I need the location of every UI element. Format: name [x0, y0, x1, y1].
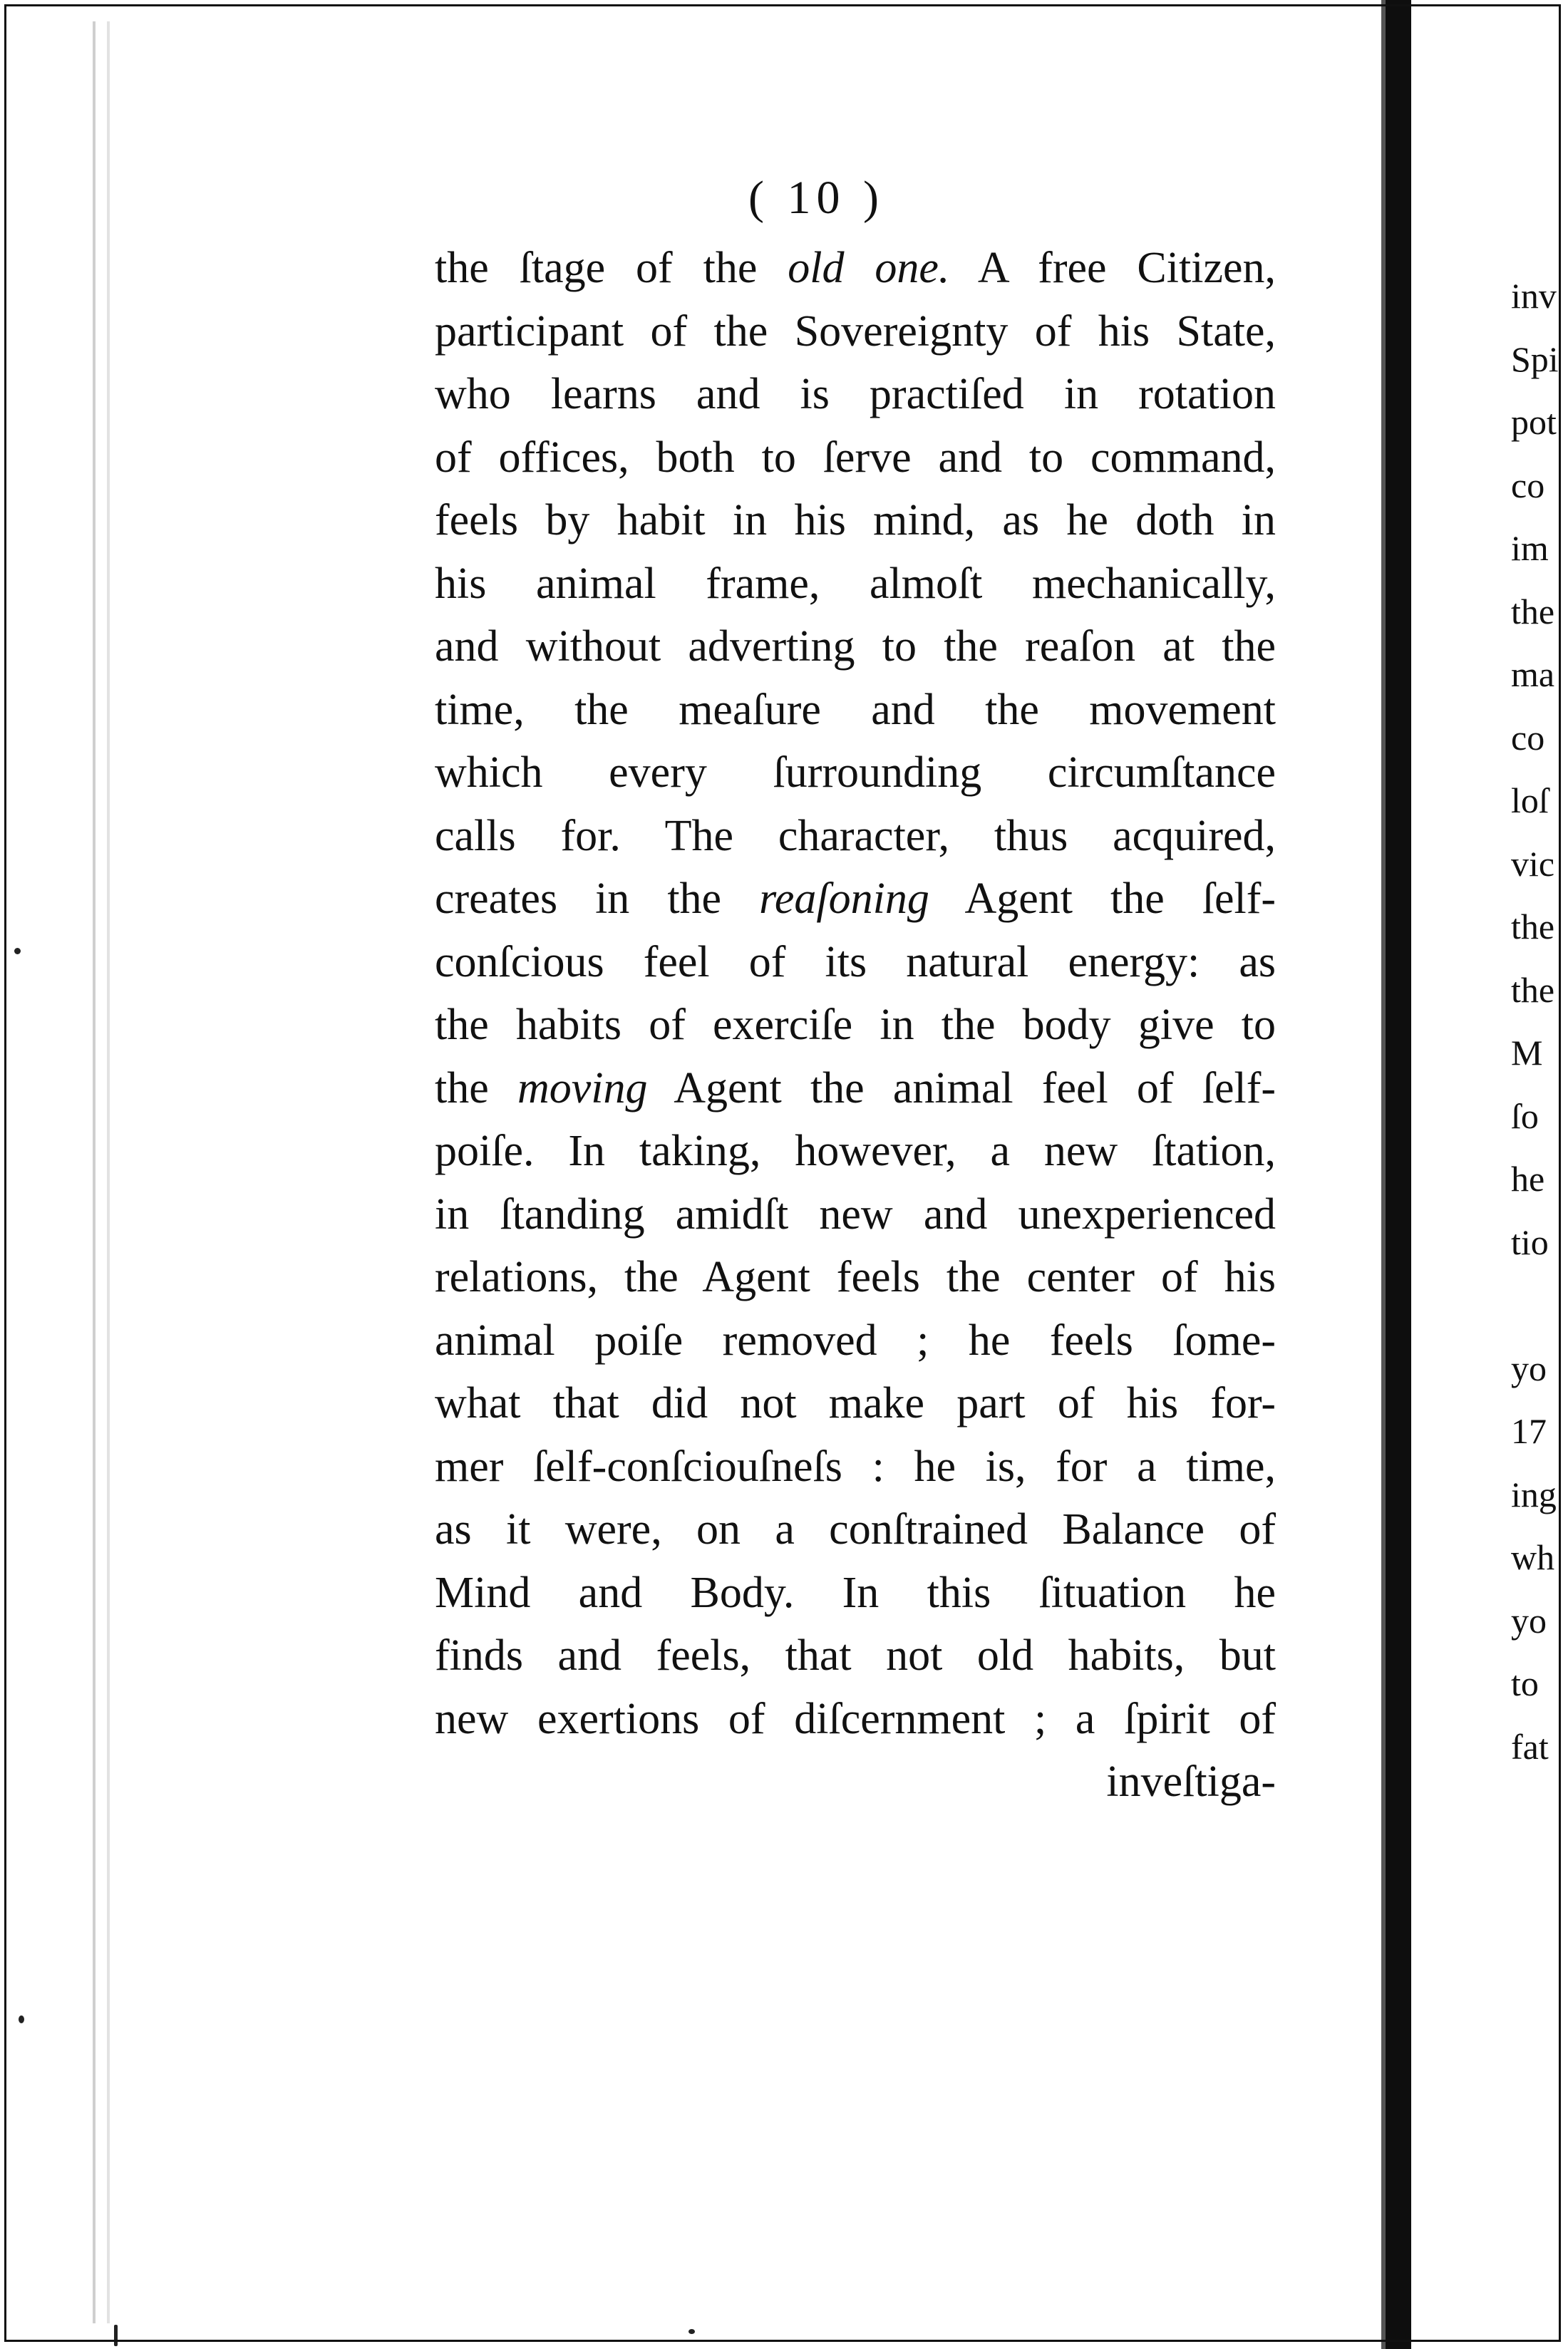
text-fragment: relations, the Agent feels the center of his — [435, 1253, 1276, 1301]
page-number: ( 10 ) — [748, 172, 884, 224]
facing-page-line-fragment: vic — [1511, 843, 1555, 884]
facing-page-line-fragment: he — [1511, 1159, 1545, 1199]
italic-text: moving — [517, 1063, 648, 1112]
facing-page-line-fragment: yo — [1511, 1348, 1547, 1388]
facing-page-line-fragment: co — [1511, 465, 1545, 505]
text-fragment: which every ſurrounding circumſtance — [435, 748, 1276, 797]
facing-page-line-fragment: ing — [1511, 1474, 1557, 1514]
text-fragment: the ſtage of the — [435, 244, 788, 292]
facing-page-line-fragment: to — [1511, 1663, 1539, 1703]
scan-border — [4, 4, 1561, 2342]
text-fragment: the — [435, 1063, 517, 1112]
facing-page-line-fragment: tio — [1511, 1222, 1549, 1262]
text-fragment: creates in the — [435, 874, 760, 923]
text-fragment: finds and feels, that not old habits, but — [435, 1631, 1276, 1680]
facing-page-line-fragment: M — [1511, 1033, 1543, 1073]
facing-page-line-fragment: fat — [1511, 1726, 1549, 1767]
text-fragment: calls for. The character, thus acquired, — [435, 811, 1276, 860]
facing-page-line-fragment: yo — [1511, 1600, 1547, 1641]
facing-page-line-fragment: co — [1511, 717, 1545, 758]
text-fragment: who learns and is practiſed in rotation — [435, 370, 1276, 418]
facing-page-line-fragment: ſo — [1511, 1095, 1539, 1136]
text-fragment: participant of the Sovereignty of his State, — [435, 306, 1276, 356]
italic-text: reaſoning — [759, 874, 929, 923]
text-fragment: of offices, both to ſerve and to command, — [435, 433, 1276, 482]
text-fragment: Agent the ſelf- — [929, 874, 1276, 923]
text-fragment: Agent the animal feel of ſelf- — [647, 1063, 1276, 1112]
text-fragment: conſcious feel of its natural energy: as — [435, 937, 1276, 986]
text-fragment: his animal frame, almoſt mechanically, — [435, 559, 1276, 608]
text-fragment: what that did not make part of his for- — [435, 1379, 1276, 1428]
text-fragment: A free Citizen, — [949, 244, 1276, 292]
facing-page-line-fragment: ma — [1511, 654, 1555, 694]
text-fragment: animal poiſe removed ; he feels ſome- — [435, 1316, 1276, 1365]
facing-page-line-fragment: loſ — [1511, 780, 1549, 820]
text-fragment: new exertions of diſcernment ; a ſpirit of — [435, 1694, 1276, 1743]
facing-page-line-fragment: the — [1511, 591, 1555, 631]
facing-page-line-fragment: the — [1511, 969, 1555, 1010]
facing-page-line-fragment: inv — [1511, 276, 1557, 316]
italic-text: old one. — [788, 244, 950, 292]
text-fragment: mer ſelf-conſciouſneſs : he is, for a time, — [435, 1442, 1276, 1491]
text-fragment: the habits of exerciſe in the body give to — [435, 1001, 1276, 1049]
facing-page-line-fragment: pot — [1511, 402, 1557, 442]
text-fragment: poiſe. In taking, however, a new ſtation, — [435, 1127, 1276, 1175]
text-fragment: and without adverting to the reaſon at the — [435, 622, 1276, 671]
facing-page-line-fragment: wh — [1511, 1537, 1555, 1577]
text-fragment: as it were, on a conſtrained Balance of — [435, 1505, 1276, 1554]
facing-page-line-fragment: the — [1511, 907, 1555, 946]
text-fragment: Mind and Body. In this ſituation he — [435, 1568, 1276, 1617]
text-fragment: in ſtanding amidſt new and unexperienced — [435, 1189, 1276, 1239]
facing-page-line-fragment: im — [1511, 528, 1549, 568]
facing-page-line-fragment: 17 — [1511, 1411, 1547, 1451]
catchword: inveſtiga- — [1106, 1757, 1276, 1806]
facing-page-line-fragment: Spi — [1511, 339, 1559, 379]
text-fragment: time, the meaſure and the movement — [435, 685, 1276, 734]
text-fragment: feels by habit in his mind, as he doth in — [435, 496, 1276, 544]
